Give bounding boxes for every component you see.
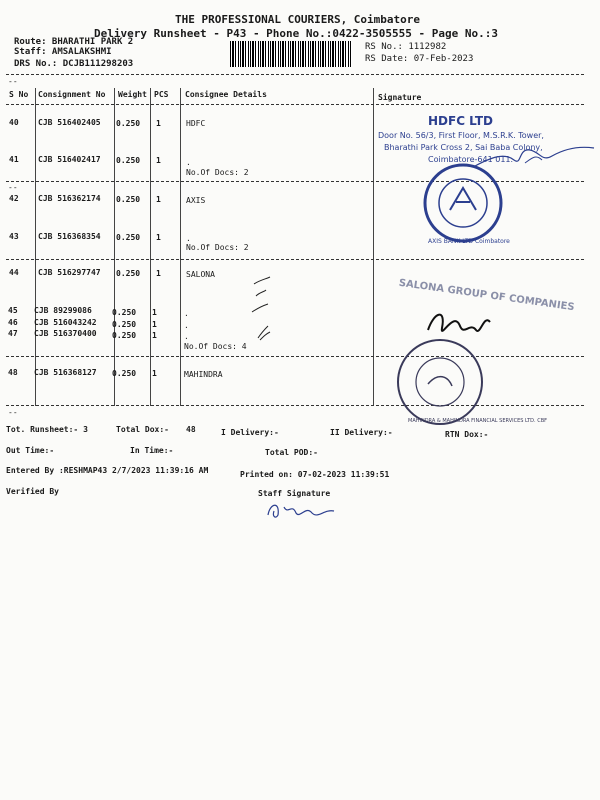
total-dox-label: Total Dox:- — [116, 425, 169, 434]
out-time: Out Time:- — [6, 446, 55, 455]
row-consignment: CJB 89299086 — [34, 306, 92, 315]
rs-date: RS Date: 07-Feb-2023 — [365, 54, 474, 64]
col-header-consignee: Consignee Details — [185, 90, 267, 99]
row-consignment: CJB 516368354 — [38, 232, 101, 241]
rs-number: RS No.: 1112982 — [365, 42, 447, 52]
row-details: AXIS — [186, 196, 206, 205]
row-consignment: CJB 516402405 — [38, 118, 101, 127]
column-rule — [373, 88, 374, 406]
row-consignment: CJB 516362174 — [38, 194, 101, 203]
col-header-consignment: Consignment No — [38, 90, 106, 99]
row-consignment: CJB 516297747 — [38, 268, 101, 277]
divider — [6, 356, 584, 357]
row-sno: 48 — [8, 368, 18, 377]
barcode — [230, 41, 352, 67]
row-pcs: 1 — [156, 119, 161, 128]
row-sno: 41 — [9, 155, 19, 164]
hdfc-stamp-line: Coimbatore-641 011. — [428, 155, 514, 164]
total-pod: Total POD:- — [265, 448, 318, 457]
row-weight: 0.250 — [116, 119, 141, 128]
column-rule — [180, 88, 181, 406]
row-weight: 0.250 — [116, 195, 141, 204]
row-consignment: CJB 516370400 — [34, 329, 97, 338]
axis-stamp-text: AXIS BANK LTD Coimbatore — [428, 238, 510, 245]
divider-mark: -- — [8, 183, 18, 192]
column-rule — [150, 88, 151, 406]
in-time: In Time:- — [130, 446, 174, 455]
salona-stamp: SALONA GROUP OF COMPANIES — [398, 277, 576, 314]
row-details: MAHINDRA — [184, 370, 223, 379]
col-header-pcs: PCS — [154, 90, 169, 99]
column-rule — [114, 88, 115, 406]
divider — [6, 259, 584, 260]
axis-stamp — [420, 160, 506, 246]
ii-delivery: II Delivery:- — [330, 428, 393, 437]
entered-by: Entered By :RESHMAP43 2/7/2023 11:39:16 AM — [6, 466, 209, 475]
row-pcs: 1 — [156, 156, 161, 165]
row-pcs: 1 — [152, 331, 157, 340]
col-header-weight: Weight — [118, 90, 147, 99]
rtn-dox: RTN Dox:- — [445, 430, 489, 439]
row-details: . — [184, 332, 189, 341]
hdfc-stamp-title: HDFC LTD — [428, 114, 493, 128]
hdfc-stamp-line: Door No. 56/3, First Floor, M.S.R.K. Tower, — [378, 131, 544, 140]
row-details: . — [184, 321, 189, 330]
row-sno: 46 — [8, 318, 18, 327]
row-pcs: 1 — [156, 195, 161, 204]
row-weight: 0.250 — [112, 369, 137, 378]
tick-marks — [240, 270, 280, 350]
row-sno: 40 — [9, 118, 19, 127]
row-consignment: CJB 516043242 — [34, 318, 97, 327]
hdfc-stamp-line: Bharathi Park Cross 2, Sai Baba Colony, — [384, 143, 543, 152]
row-pcs: 1 — [156, 269, 161, 278]
row-weight: 0.250 — [112, 320, 137, 329]
row-sno: 42 — [9, 194, 19, 203]
divider-mark: -- — [8, 77, 18, 86]
row-pcs: 1 — [152, 308, 157, 317]
staff-signature — [262, 495, 342, 525]
col-header-signature: Signature — [378, 93, 422, 102]
row-sno: 47 — [8, 329, 18, 338]
route-label: Route: BHARATHI PARK 2 — [14, 37, 134, 47]
row-consignment: CJB 516402417 — [38, 155, 101, 164]
mahindra-stamp-text: MAHINDRA & MAHINDRA FINANCIAL SERVICES LTD. CBF — [408, 418, 548, 424]
divider — [6, 74, 584, 75]
divider — [6, 405, 584, 406]
row-weight: 0.250 — [116, 269, 141, 278]
row-details: . — [186, 158, 191, 167]
row-consignment: CJB 516368127 — [34, 368, 97, 377]
column-rule — [35, 88, 36, 406]
row-weight: 0.250 — [116, 233, 141, 242]
row-weight: 0.250 — [112, 308, 137, 317]
row-sno: 43 — [9, 232, 19, 241]
row-pcs: 1 — [152, 369, 157, 378]
row-details: SALONA — [186, 270, 215, 279]
row-details: . — [186, 234, 191, 243]
row-pcs: 1 — [156, 233, 161, 242]
row-weight: 0.250 — [112, 331, 137, 340]
runsheet-title: Delivery Runsheet - P43 - Phone No.:0422-3505555 - Page No.:3 — [94, 27, 498, 40]
row-details: HDFC — [186, 119, 206, 128]
i-delivery: I Delivery:- — [221, 428, 279, 437]
row-details: . — [184, 309, 189, 318]
printed-on: Printed on: 07-02-2023 11:39:51 — [240, 470, 390, 479]
col-header-sno: S No — [9, 90, 29, 99]
staff-signature-label: Staff Signature — [258, 489, 331, 498]
mahindra-stamp — [394, 336, 486, 428]
drs-number: DRS No.: DCJB111298203 — [14, 59, 134, 69]
divider-mark: -- — [8, 408, 18, 417]
staff-label: Staff: AMSALAKSHMI — [14, 47, 112, 57]
row-pcs: 1 — [152, 320, 157, 329]
tot-runsheet: Tot. Runsheet:- 3 — [6, 425, 88, 434]
row-docs: No.Of Docs: 2 — [186, 243, 249, 252]
row-docs: No.Of Docs: 2 — [186, 168, 249, 177]
verified-by: Verified By — [6, 487, 59, 496]
divider — [6, 104, 584, 105]
row-sno: 44 — [9, 268, 19, 277]
row-sno: 45 — [8, 306, 18, 315]
row-docs: No.Of Docs: 4 — [184, 342, 247, 351]
company-title: THE PROFESSIONAL COURIERS, Coimbatore — [175, 13, 421, 26]
row-weight: 0.250 — [116, 156, 141, 165]
total-dox-value: 48 — [186, 425, 196, 434]
